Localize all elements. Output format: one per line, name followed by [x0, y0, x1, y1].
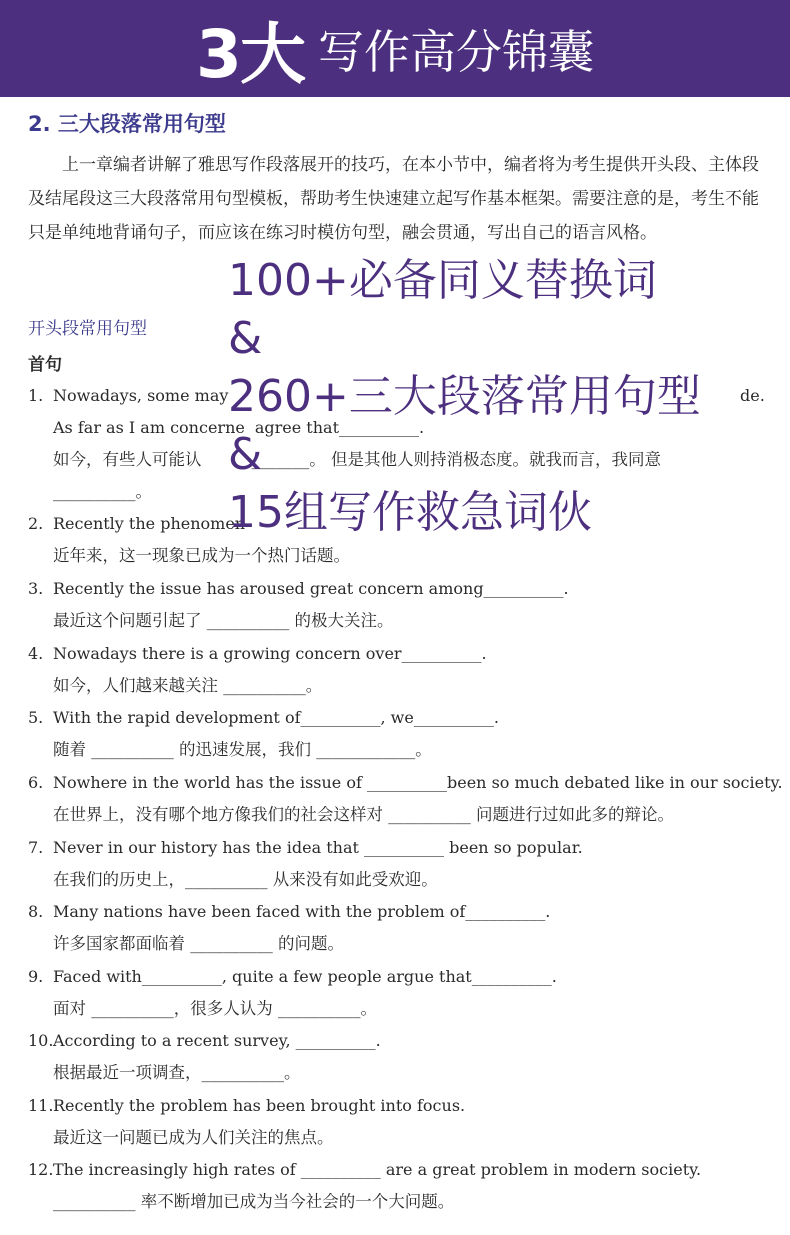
sentence-item [28, 767, 783, 831]
sentence-english: Nowadays there is a growing concern over__________. [53, 644, 487, 663]
sentence-item [28, 638, 768, 702]
sentence-chinese: 面对 __________，很多人认为 __________。 [53, 999, 377, 1018]
promo-line-sentence-patterns: 260+三大段落常用句型 [228, 371, 701, 422]
sentence-english-line2: As far as I am concerne agree that__________. [53, 418, 425, 437]
promo-ampersand: & [228, 429, 263, 480]
promo-line-phrases: 15组写作救急词伙 [228, 487, 592, 538]
opening-paragraph-heading: 开头段常用句型 [28, 319, 147, 339]
sentence-english: Nowhere in the world has the issue of __________been so much debated like in our society. [53, 773, 783, 792]
sentence-english: According to a recent survey, __________. [53, 1031, 381, 1050]
sentence-item [28, 702, 768, 766]
sentence-english: The increasingly high rates of __________ are a great problem in modern society. [53, 1160, 702, 1179]
sentence-english: Nowadays, some may de. [53, 386, 765, 405]
promo-overlay [228, 252, 768, 542]
sentence-english: Faced with__________, quite a few people argue that__________. [53, 967, 557, 986]
sentence-chinese: __________ 率不断增加已成为当今社会的一个大问题。 [53, 1192, 455, 1211]
sentence-chinese: 在我们的历史上，__________ 从来没有如此受欢迎。 [53, 870, 438, 889]
section-title: 2. 三大段落常用句型 [28, 112, 226, 136]
sentence-item [28, 573, 768, 637]
sentence-item [28, 1090, 768, 1154]
sentence-english: Recently the issue has aroused great concern among__________. [53, 579, 569, 598]
sentence-chinese: 如今，人们越来越关注 __________。 [53, 676, 323, 695]
sentence-english: Never in our history has the idea that __________ been so popular. [53, 838, 583, 857]
sentence-english: With the rapid development of__________, we__________. [53, 708, 499, 727]
sentence-number: 2. [28, 514, 44, 533]
sentence-number: 3. [28, 579, 44, 598]
sentence-number: 9. [28, 967, 44, 986]
sentence-english: Many nations have been faced with the problem of__________. [53, 902, 551, 921]
sentence-english: Recently the phenomen [53, 514, 246, 533]
banner-title: 写作高分锦囊 [317, 24, 594, 79]
intro-paragraph: 上一章编者讲解了雅思写作段落展开的技巧，在本小节中，编者将为考生提供开头段、主体段及结尾段这三大段落常用句型模板，帮助考生快速建立起写作基本框架。需要注意的是，考生不能只是单纯地背诵句子，而应该在练习时模仿句型，融会贯通，写出自己的语言风格。 [28, 155, 759, 243]
sentence-item [28, 896, 768, 960]
sentence-item [28, 1154, 768, 1218]
sentence-number: 4. [28, 644, 44, 663]
sentence-number: 8. [28, 902, 44, 921]
banner-number: 3大 [196, 16, 304, 93]
sentence-chinese: 最近这一问题已成为人们关注的焦点。 [53, 1128, 334, 1147]
sentence-number: 10. [28, 1031, 54, 1050]
sentence-chinese: 如今，有些人可能认 _______。 但是其他人则持消极态度。就我而言，我同意 [53, 450, 661, 469]
sentence-chinese: 在世界上，没有哪个地方像我们的社会这样对 __________ 问题进行过如此多的辩论。 [53, 805, 674, 824]
first-sentence-label: 首句 [28, 355, 62, 375]
sentence-number: 12. [28, 1160, 54, 1179]
sentence-chinese: 根据最近一项调查，__________。 [53, 1063, 301, 1082]
sentence-chinese: 许多国家都面临着 __________ 的问题。 [53, 934, 344, 953]
sentence-item [28, 832, 768, 896]
sentence-chinese-line2: __________。 [53, 482, 152, 501]
sentence-item [28, 961, 768, 1025]
sentence-item [28, 1025, 768, 1089]
promo-ampersand: & [228, 313, 263, 364]
promo-line-synonyms: 100+必备同义替换词 [228, 255, 657, 306]
sentence-number: 1. [28, 386, 44, 405]
sentence-number: 7. [28, 838, 44, 857]
sentence-number: 5. [28, 708, 44, 727]
sentence-number: 6. [28, 773, 44, 792]
sentence-english: Recently the problem has been brought into focus. [53, 1096, 466, 1115]
sentence-number: 11. [28, 1096, 54, 1115]
title-banner [0, 0, 790, 97]
sentence-chinese: 最近这个问题引起了 __________ 的极大关注。 [53, 611, 394, 630]
sentence-chinese: 随着 __________ 的迅速发展，我们 ____________。 [53, 740, 432, 759]
sentence-chinese: 近年来，这一现象已成为一个热门话题。 [53, 546, 350, 565]
